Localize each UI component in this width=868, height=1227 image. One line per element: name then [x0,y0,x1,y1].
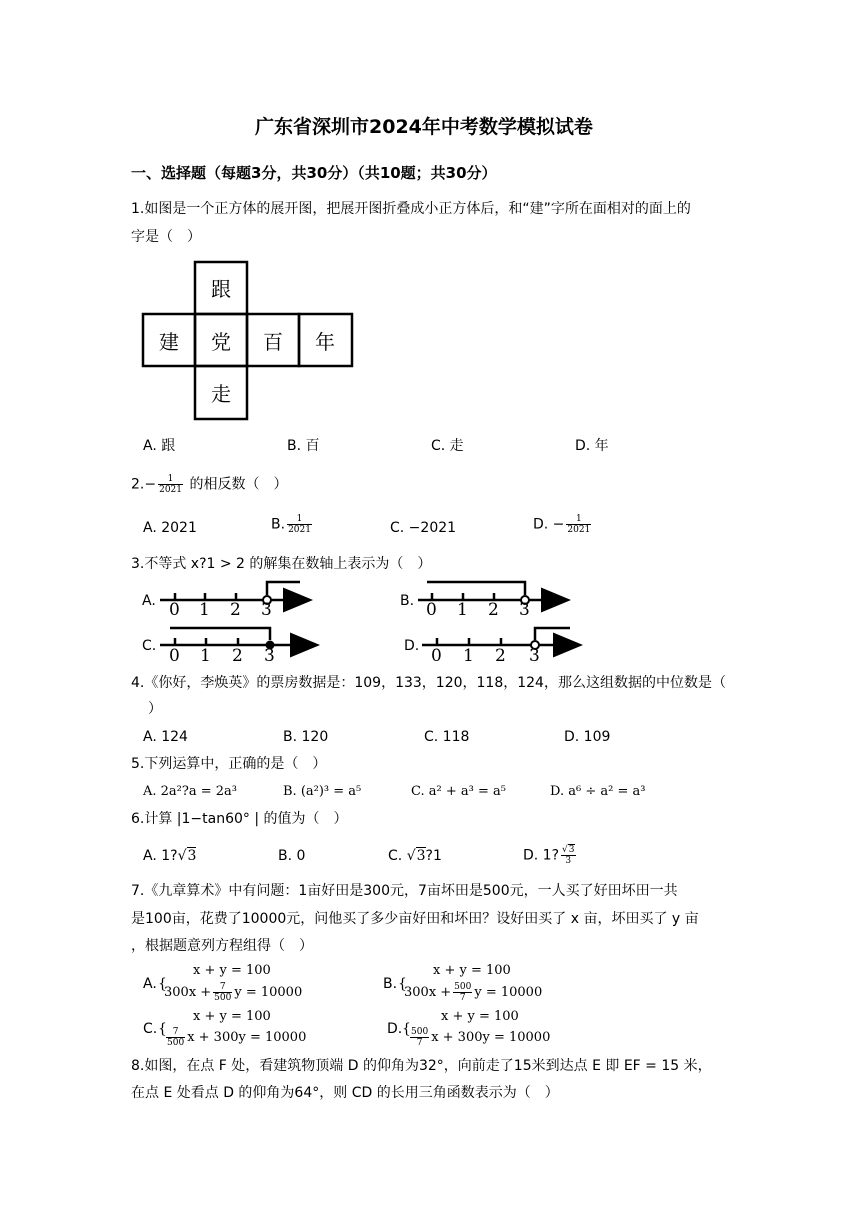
q5-stem: 5.下列运算中，正确的是（ ） [131,756,327,772]
tick-label: 3 [519,600,530,620]
q6-d-fraction: $\frac{√3}{3}$ [562,845,575,866]
q4-option-a[interactable]: A. 124 [143,729,188,745]
tick-label: 0 [169,646,180,666]
q2-d-fraction: $\frac{1}{2021}$ [567,514,591,535]
q3-option-d[interactable]: D. [404,638,420,654]
q3-number-lines [0,560,868,670]
tick-label: 1 [457,600,468,620]
q8-stem-line2: 在点 E 处看点 D 的仰角为64°，则 CD 的长用三角函数表示为（ ） [131,1085,559,1101]
q1-option-c[interactable]: C. 走 [431,438,464,454]
q5-option-c[interactable]: C. a² + a³ = a⁵ [411,784,506,799]
q7-stem-line2: 是100亩，花费了10000元，问他买了多少亩好田和坏田？设好田买了 x 亩，坏田买了 y 亩 [131,911,699,927]
q1-option-b[interactable]: B. 百 [287,438,320,454]
q2-option-c[interactable]: C. −2021 [390,520,457,536]
net-face-left: 建 [159,330,179,354]
net-face-right1: 百 [263,330,283,354]
q2-option-a[interactable]: A. 2021 [143,520,197,536]
q3-option-c[interactable]: C. [142,638,157,654]
q7-a-eq2: 300x + $\frac{7}{500}$ y = 10000 [164,982,303,1003]
q5-option-b[interactable]: B. (a²)³ = a⁵ [283,784,362,799]
tick-label: 1 [463,646,474,666]
q5-option-a[interactable]: A. 2a²?a = 2a³ [143,784,237,799]
sqrt-icon: √ [406,848,416,864]
q2-option-b[interactable]: B. $\frac{1}{2021}$ [271,514,311,535]
cube-net [0,0,868,450]
section-heading: 一、选择题（每题3分，共30分）（共10题；共30分） [131,164,497,182]
q7-c-eq2: $\frac{7}{500}$ x + 300y = 10000 [167,1027,307,1048]
q5-option-d[interactable]: D. a⁶ ÷ a² = a³ [550,784,646,799]
tick-label: 0 [426,600,437,620]
q4-stem-line2: ） [148,701,162,717]
sqrt-icon: √ [562,845,568,855]
q2-stem [131,474,287,495]
q3-option-b[interactable]: B. [400,593,415,609]
brace-icon: { [398,976,407,992]
q1-stem-line2: 字是（ ） [131,229,201,245]
q7-stem-line3: ，根据题意列方程组得（ ） [131,938,313,954]
q7-stem-line1: 7.《九章算术》中有问题：1亩好田是300元，7亩坏田是500元，一人买了好田坏田一共 [131,883,678,899]
q7-b-eq2: 300x + $\frac{500}{7}$ y = 10000 [404,982,543,1003]
tick-label: 0 [169,600,180,620]
q6-option-a[interactable]: A. 1?√3 [143,848,197,864]
net-face-top: 跟 [211,277,231,301]
q3-stem: 3.不等式 x?1 > 2 的解集在数轴上表示为（ ） [131,556,432,572]
q7-a-eq1: x + y = 100 [193,963,271,978]
net-face-center: 党 [211,330,231,354]
tick-label: 2 [232,646,243,666]
q2-fraction: $\frac{1}{2021}$ [159,474,182,495]
q2-minus: − [144,476,157,493]
brace-icon: { [158,976,167,992]
q7-b-eq1: x + y = 100 [433,963,511,978]
tick-label: 2 [230,600,241,620]
q3-option-a[interactable]: A. [142,593,156,609]
q2-number: 2. [131,476,145,493]
tick-label: 0 [431,646,442,666]
tick-label: 3 [261,600,272,620]
q1-option-a[interactable]: A. 跟 [143,438,176,454]
q4-stem-line1: 4.《你好，李焕英》的票房数据是：109，133，120，118，124，那么这组数据的中位数是（ [131,675,726,691]
q6-stem: 6.计算 |1−tan60° | 的值为（ ） [131,811,348,827]
page-title: 广东省深圳市2024年中考数学模拟试卷 [255,116,593,138]
q2-suffix: 的相反数（ ） [189,476,288,493]
cube-net-grid [0,0,868,450]
q7-d-eq1: x + y = 100 [441,1009,519,1024]
tick-label: 3 [264,646,275,666]
q6-option-c[interactable]: C. √3?1 [388,848,442,864]
q7-d-eq2: $\frac{500}{7}$ x + 300y = 10000 [411,1027,551,1048]
net-face-right2: 年 [315,330,335,354]
q4-option-d[interactable]: D. 109 [564,729,611,745]
brace-icon: { [158,1021,167,1037]
q1-option-d[interactable]: D. 年 [575,438,609,454]
q4-option-b[interactable]: B. 120 [283,729,329,745]
q7-c-eq1: x + y = 100 [193,1009,271,1024]
q1-stem-line1: 1.如图是一个正方体的展开图，把展开图折叠成小正方体后，和“建”字所在面相对的面上的 [131,201,691,217]
tick-label: 3 [529,646,540,666]
sqrt-icon: √ [177,848,187,864]
tick-label: 1 [200,646,211,666]
q4-option-c[interactable]: C. 118 [424,729,470,745]
tick-label: 2 [488,600,499,620]
net-face-bottom: 走 [211,382,231,406]
brace-icon: { [402,1021,411,1037]
q8-stem-line1: 8.如图，在点 F 处，看建筑物顶端 D 的仰角为32°，向前走了15米到达点 E 即 EF = 15 米， [131,1058,712,1074]
q2-b-fraction: $\frac{1}{2021}$ [288,514,311,535]
q6-option-b[interactable]: B. 0 [278,848,306,864]
tick-label: 1 [199,600,210,620]
q2-option-d[interactable]: D. − $\frac{1}{2021}$ [533,514,591,535]
tick-label: 2 [495,646,506,666]
q6-option-d[interactable]: D. 1? $\frac{√3}{3}$ [523,845,575,866]
